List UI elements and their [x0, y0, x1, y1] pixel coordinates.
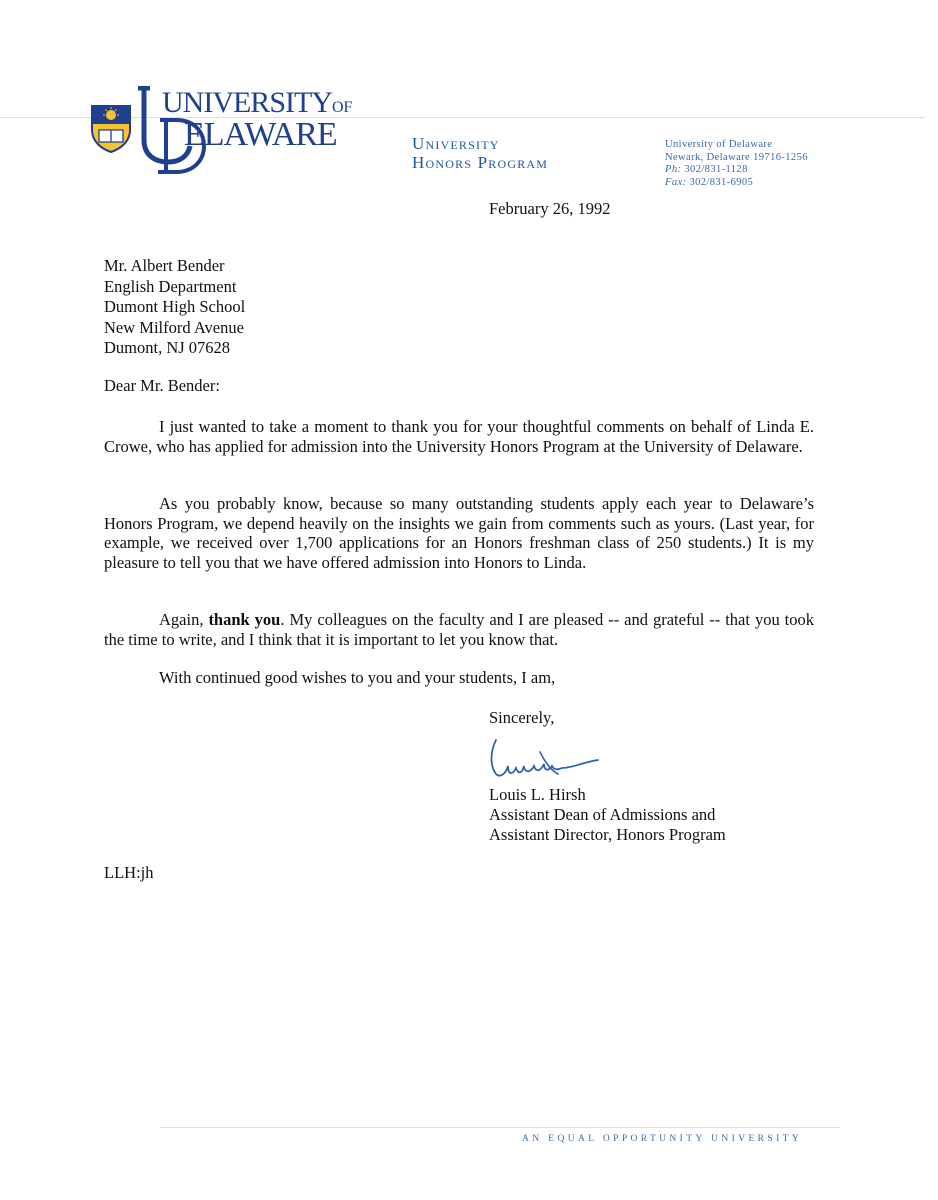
recipient-line: English Department: [104, 276, 237, 296]
recipient-line: Dumont High School: [104, 297, 246, 316]
university-shield-icon: [90, 104, 132, 154]
recipient-line: New Milford Avenue: [104, 317, 244, 337]
body-paragraph: As you probably know, because so many outstanding students apply each year to Delaware’s Honors Program, we depend heavily on the insights we gain from comments such as yours. (Last year, for example, we received over 1,700 applications for an Honors freshman class of 250 students.) It is my pleasure to tell you that we have offered admission into Honors to Linda.: [104, 494, 814, 572]
address-line: Newark, Delaware 19716-1256: [665, 151, 808, 163]
letter-date: February 26, 1992: [489, 199, 611, 218]
address-phone: Ph: 302/831-1128: [665, 164, 748, 175]
signer-title: Assistant Director, Honors Program: [489, 825, 726, 844]
closing: Sincerely,: [489, 708, 555, 727]
footer-rule: [160, 1127, 840, 1128]
salutation: Dear Mr. Bender:: [104, 376, 220, 395]
signer-name: Louis L. Hirsh: [489, 785, 586, 804]
handwritten-signature: [488, 734, 600, 782]
signer-title: Assistant Dean of Admissions and: [489, 805, 716, 824]
recipient-line: Mr. Albert Bender: [104, 256, 225, 275]
emphasis-thank-you: thank you: [208, 610, 281, 629]
address-line: University of Delaware: [665, 139, 773, 150]
program-name: University Honors Program: [412, 134, 549, 172]
address-fax: Fax: 302/831-6905: [665, 176, 754, 188]
equal-opportunity-footer: AN EQUAL OPPORTUNITY UNIVERSITY: [522, 1134, 803, 1144]
signature-block: [489, 785, 726, 845]
logo-wordmark-delaware: ELAWARE: [184, 116, 337, 153]
university-logo: [86, 86, 353, 174]
logo-wordmark-university: UNIVERSITYOF: [162, 86, 353, 119]
typist-initials: LLH:jh: [104, 863, 154, 882]
recipient-line: Dumont, NJ 07628: [104, 338, 231, 357]
letterhead-address: [665, 139, 808, 189]
body-paragraph: I just wanted to take a moment to thank you for your thoughtful comments on behalf of Linda E. Crowe, who has applied for admission into the University Honors Program at the University of Delaware.: [104, 417, 814, 456]
body-paragraph: With continued good wishes to you and your students, I am,: [159, 668, 556, 687]
body-paragraph: Again, thank you. My colleagues on the faculty and I are pleased -- and grateful -- that you took the time to write, and I think that it is important to let you know that.: [104, 610, 815, 649]
recipient-address: [104, 256, 245, 359]
